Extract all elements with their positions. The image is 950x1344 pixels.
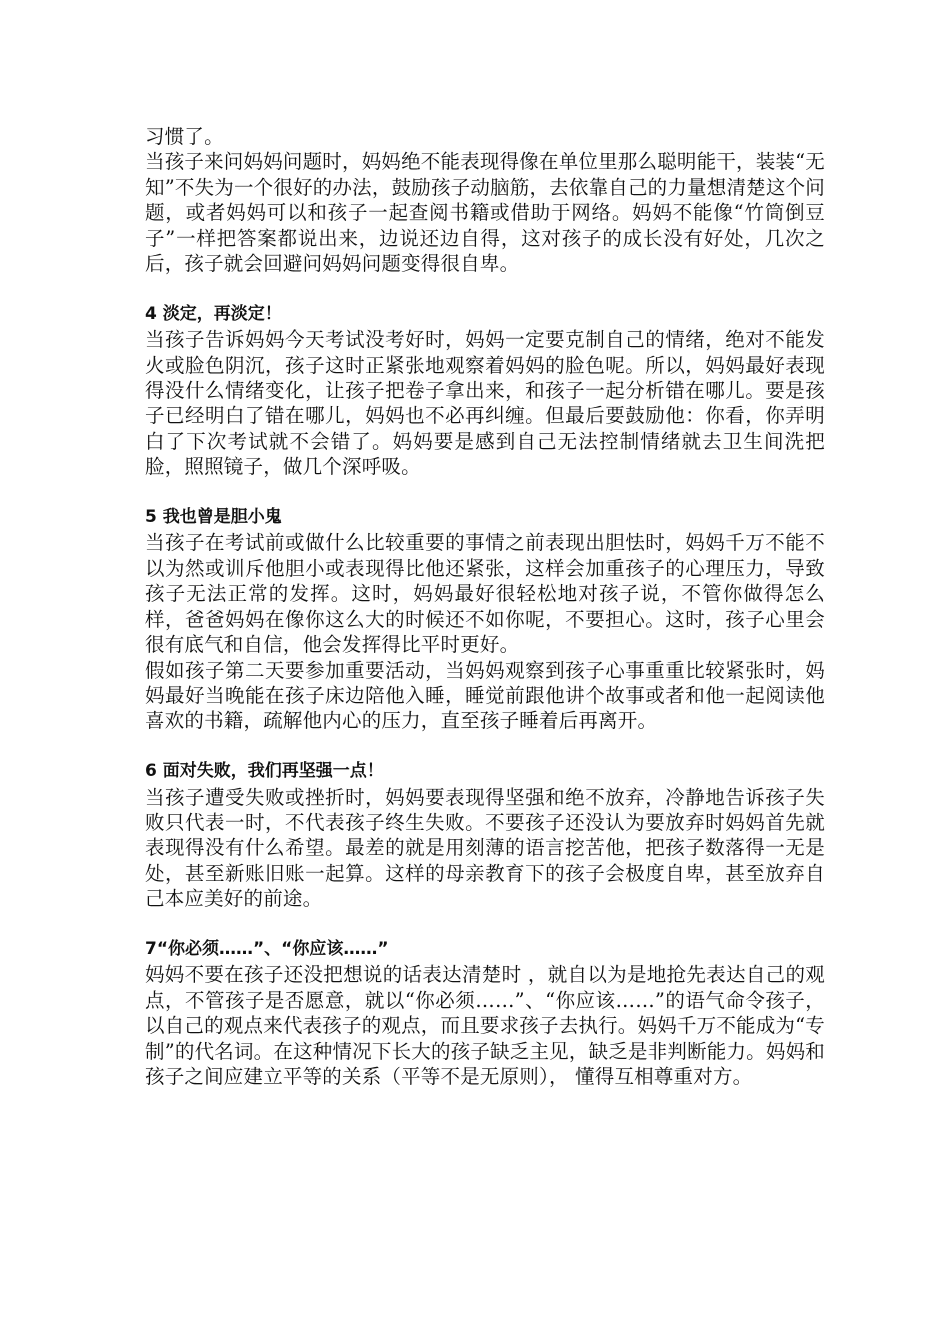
intro-paragraph-2: 当孩子来问妈妈问题时，妈妈绝不能表现得像在单位里那么聪明能干，装装“无知”不失为一个很好的办法，鼓励孩子动脑筋，去依靠自己的力量想清楚这个问题，或者妈妈可以和孩子一起查阅书籍或借助于网络。妈妈不能像“竹筒倒豆子”一样把答案都说出来，边说还边自得，这对孩子的成长没有好处，几次之后，孩子就会回避问妈妈问题变得很自卑。 bbox=[145, 150, 825, 276]
section-7-paragraph: 妈妈不要在孩子还没把想说的话表达清楚时 ，就自以为是地抢先表达自己的观点，不管孩子是否愿意，就以“你必须……”、“你应该……”的语气命令孩子，以自己的观点来代表孩子的观点，而且要求孩子去执行。妈妈千万不能成为“专制”的代名词。在这种情况下长大的孩子缺乏主见，缺乏是非判断能力。妈妈和孩子之间应建立平等的关系（平等不是无原则）， 懂得互相尊重对方。 bbox=[145, 963, 825, 1088]
section-7-heading: 7“你必须……”、“你应该……” bbox=[145, 938, 389, 959]
paragraph-gap bbox=[145, 734, 825, 759]
section-6-paragraph: 当孩子遭受失败或挫折时，妈妈要表现得坚强和绝不放弃，冷静地告诉孩子失败只代表一时，不代表孩子终生失败。不要孩子还没认为要放弃时妈妈首先就表现得没有什么希望。最差的就是用刻薄的语言挖苦他，把孩子数落得一无是处，甚至新账旧账一起算。这样的母亲教育下的孩子会极度自卑，甚至放弃自己本应美好的前途。 bbox=[145, 785, 825, 911]
paragraph-gap bbox=[145, 912, 825, 937]
section-4-paragraph: 当孩子告诉妈妈今天考试没考好时，妈妈一定要克制自己的情绪，绝对不能发火或脸色阴沉，孩子这时正紧张地观察着妈妈的脸色呢。所以，妈妈最好表现得没什么情绪变化，让孩子把卷子拿出来，和孩子一起分析错在哪儿。要是孩子已经明白了错在哪儿，妈妈也不必再纠缠。但最后要鼓励他：你看，你弄明白了下次考试就不会错了。妈妈要是感到自己无法控制情绪就去卫生间洗把脸，照照镜子，做几个深呼吸。 bbox=[145, 328, 825, 479]
intro-paragraph-1: 习惯了。 bbox=[145, 125, 224, 148]
document-page bbox=[145, 124, 825, 1089]
paragraph-gap bbox=[145, 276, 825, 301]
section-4-heading: 4 淡定，再淡定！ bbox=[145, 303, 282, 324]
section-6-heading: 6 面对失败，我们再坚强一点！ bbox=[145, 761, 384, 782]
section-5-paragraph-2: 假如孩子第二天要参加重要活动，当妈妈观察到孩子心事重重比较紧张时，妈妈最好当晚能在孩子床边陪他入睡，睡觉前跟他讲个故事或者和他一起阅读他喜欢的书籍，疏解他内心的压力，直至孩子睡着后再离开。 bbox=[145, 658, 825, 733]
section-5-paragraph-1: 当孩子在考试前或做什么比较重要的事情之前表现出胆怯时，妈妈千万不能不以为然或训斥他胆小或表现得比他还紧张，这样会加重孩子的心理压力，导致孩子无法正常的发挥。这时，妈妈最好很轻松地对孩子说，不管你做得怎么样，爸爸妈妈在像你这么大的时候还不如你呢，不要担心。这时，孩子心里会很有底气和自信，他会发挥得比平时更好。 bbox=[145, 531, 825, 657]
paragraph-gap bbox=[145, 480, 825, 505]
section-5-heading: 5 我也曾是胆小鬼 bbox=[145, 507, 282, 528]
